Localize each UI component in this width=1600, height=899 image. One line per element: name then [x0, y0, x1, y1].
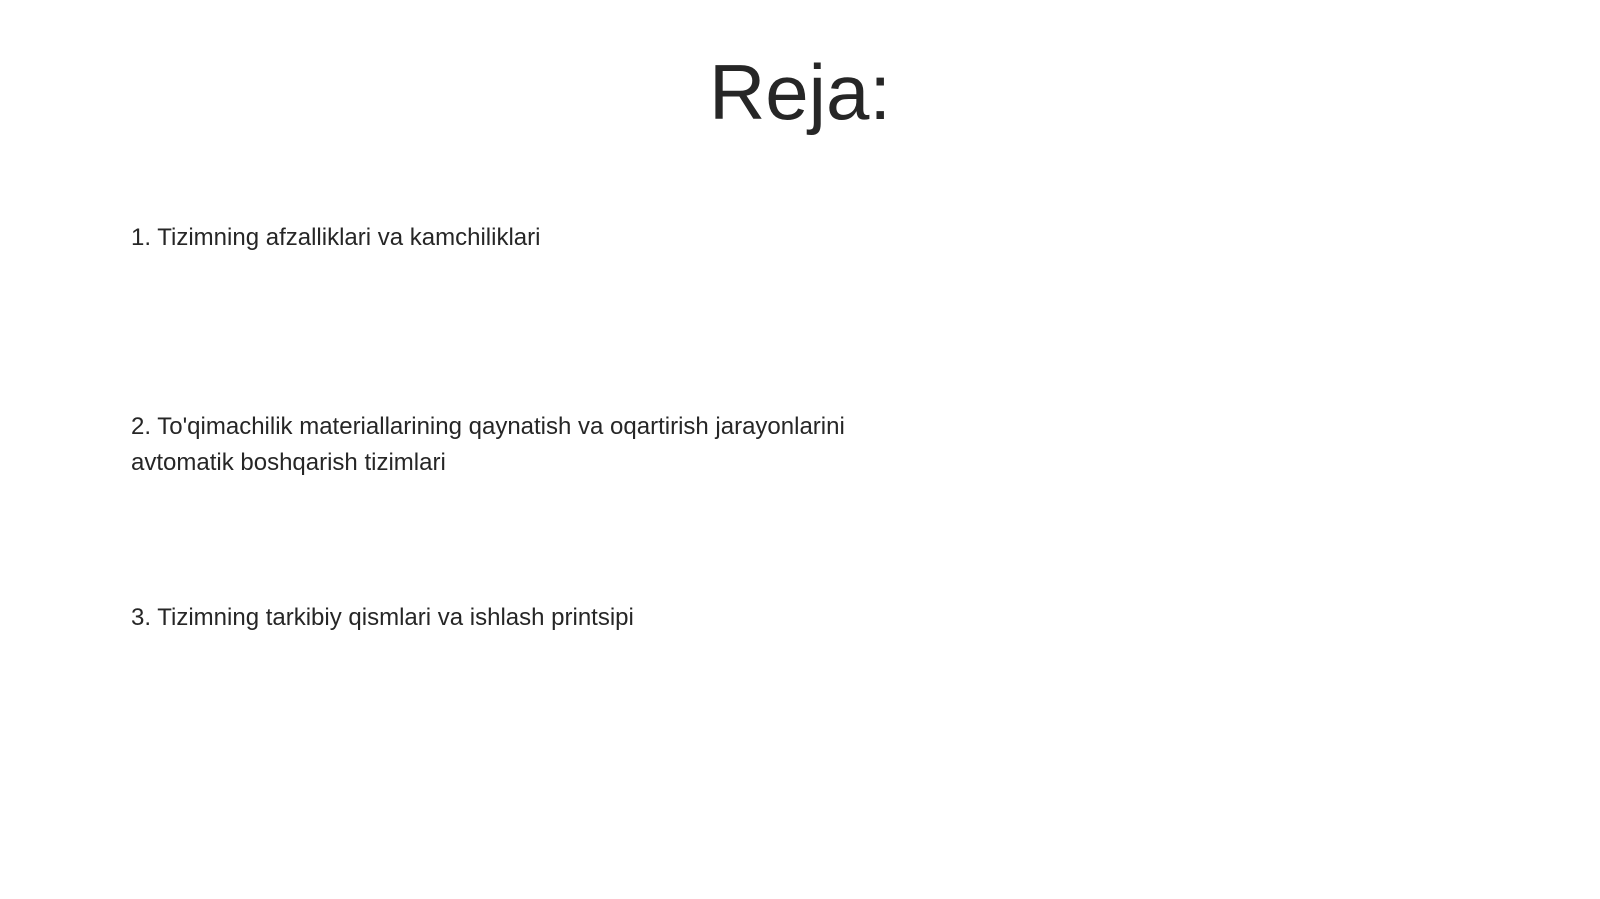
slide-title: Reja: — [708, 48, 892, 136]
plan-item-3: 3. Tizimning tarkibiy qismlari va ishlash printsipi — [131, 604, 634, 631]
plan-item-2: 2. To'qimachilik materiallarining qaynatish va oqartirish jarayonlarini avtomatik boshqarish tizimlari — [131, 413, 845, 476]
plan-item-1: 1. Tizimning afzalliklari va kamchiliklari — [131, 224, 541, 251]
